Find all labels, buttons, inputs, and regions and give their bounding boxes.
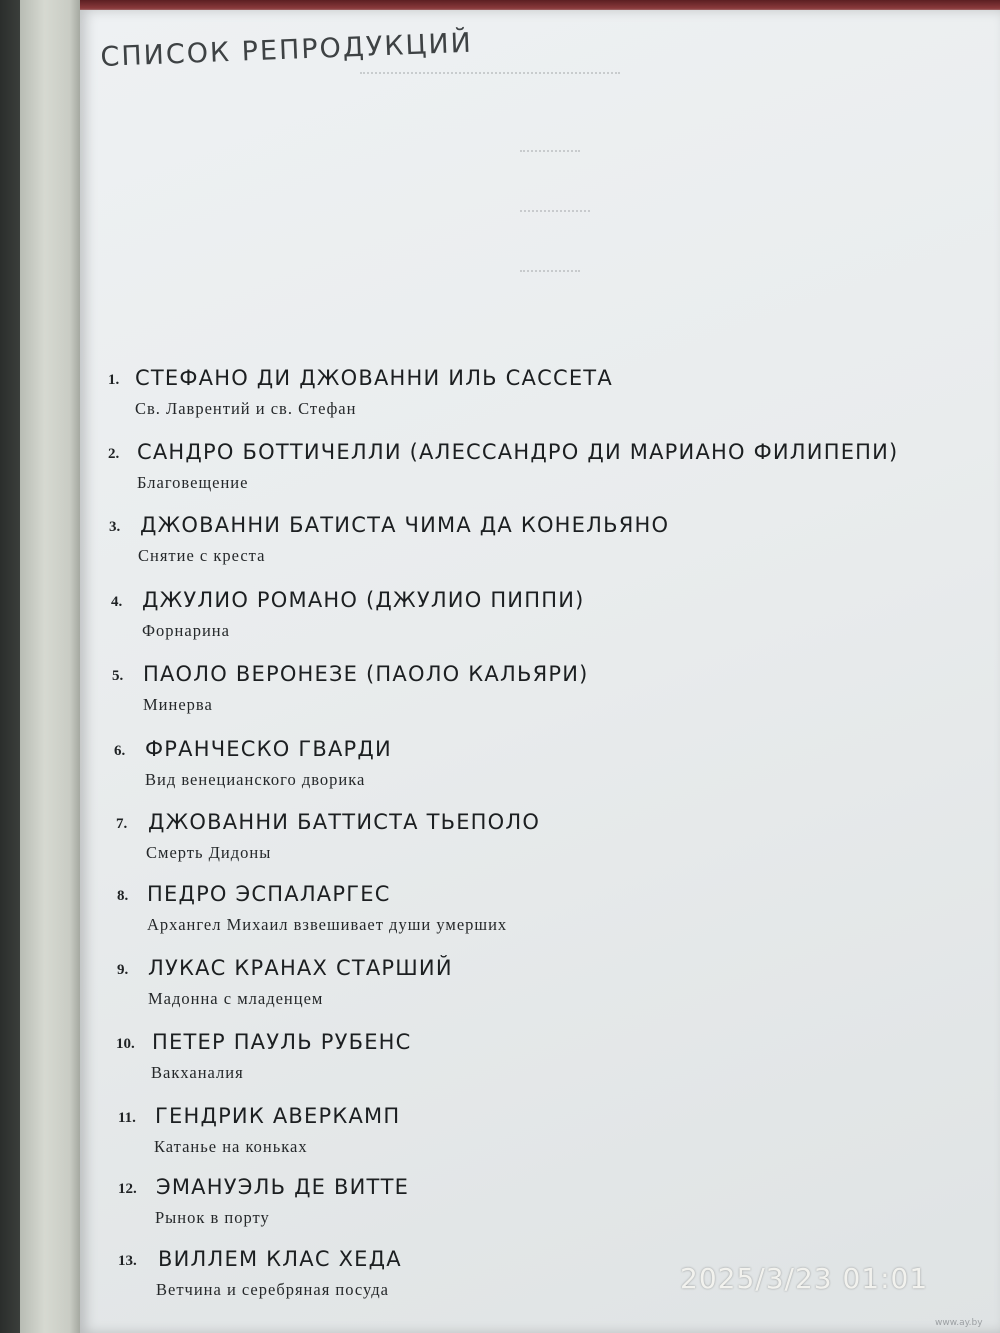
artist-name: ЛУКАС КРАНАХ СТАРШИЙ bbox=[148, 956, 453, 980]
item-number: 4. bbox=[111, 594, 123, 610]
artwork-title: Снятие с креста bbox=[138, 546, 266, 565]
item-number: 3. bbox=[109, 519, 121, 535]
artwork-title: Рынок в порту bbox=[155, 1208, 270, 1227]
artist-name: ВИЛЛЕМ КЛАС ХЕДА bbox=[158, 1247, 402, 1271]
artwork-title: Минерва bbox=[143, 695, 213, 714]
item-number: 7. bbox=[116, 816, 128, 832]
item-number: 9. bbox=[117, 962, 129, 978]
bleed-through-text bbox=[520, 150, 580, 162]
bleed-through-text bbox=[520, 270, 580, 282]
book-cover-edge bbox=[20, 0, 82, 1333]
item-number: 2. bbox=[108, 446, 120, 462]
artist-name: ДЖОВАННИ БАТТИСТА ТЬЕПОЛО bbox=[148, 810, 541, 834]
artwork-title: Форнарина bbox=[142, 621, 230, 640]
page-title: СПИСОК РЕПРОДУКЦИЙ bbox=[100, 27, 474, 73]
item-number: 1. bbox=[108, 372, 120, 388]
item-number: 6. bbox=[114, 743, 126, 759]
artist-name: ПАОЛО ВЕРОНЕЗЕ (ПАОЛО КАЛЬЯРИ) bbox=[143, 662, 589, 686]
item-number: 5. bbox=[112, 668, 124, 684]
artwork-title: Катанье на коньках bbox=[154, 1137, 308, 1156]
item-number: 12. bbox=[118, 1181, 137, 1197]
item-number: 8. bbox=[117, 888, 129, 904]
artist-name: ДЖУЛИО РОМАНО (ДЖУЛИО ПИППИ) bbox=[142, 588, 585, 612]
artwork-title: Архангел Михаил взвешивает души умерших bbox=[147, 915, 508, 934]
artist-name: ДЖОВАННИ БАТИСТА ЧИМА ДА КОНЕЛЬЯНО bbox=[140, 513, 670, 537]
artwork-title: Ветчина и серебряная посуда bbox=[156, 1280, 389, 1299]
artist-name: ПЕДРО ЭСПАЛАРГЕС bbox=[147, 882, 391, 906]
bleed-through-text bbox=[520, 210, 590, 222]
site-watermark: www.ay.by bbox=[935, 1318, 983, 1328]
artwork-title: Вакханалия bbox=[151, 1063, 244, 1082]
item-number: 10. bbox=[116, 1036, 135, 1052]
artwork-title: Вид венецианского дворика bbox=[145, 770, 366, 789]
artist-name: ФРАНЧЕСКО ГВАРДИ bbox=[145, 737, 392, 761]
artwork-title: Мадонна с младенцем bbox=[148, 989, 324, 1008]
item-number: 13. bbox=[118, 1253, 137, 1269]
item-number: 11. bbox=[118, 1110, 136, 1126]
artist-name: СТЕФАНО ДИ ДЖОВАННИ ИЛЬ САССЕТА bbox=[135, 366, 613, 390]
artist-name: ПЕТЕР ПАУЛЬ РУБЕНС bbox=[152, 1030, 412, 1054]
artwork-title: Смерть Дидоны bbox=[146, 843, 272, 862]
bleed-through-text bbox=[360, 72, 620, 84]
artist-name: ЭМАНУЭЛЬ ДЕ ВИТТЕ bbox=[156, 1175, 410, 1199]
artwork-title: Св. Лаврентий и св. Стефан bbox=[135, 399, 357, 418]
artist-name: САНДРО БОТТИЧЕЛЛИ (АЛЕССАНДРО ДИ МАРИАНО ФИЛИПЕПИ) bbox=[137, 440, 899, 464]
artist-name: ГЕНДРИК АВЕРКАМП bbox=[155, 1104, 401, 1128]
photo-timestamp: 2025/3/23 01:01 bbox=[680, 1262, 929, 1295]
artwork-title: Благовещение bbox=[137, 473, 249, 492]
